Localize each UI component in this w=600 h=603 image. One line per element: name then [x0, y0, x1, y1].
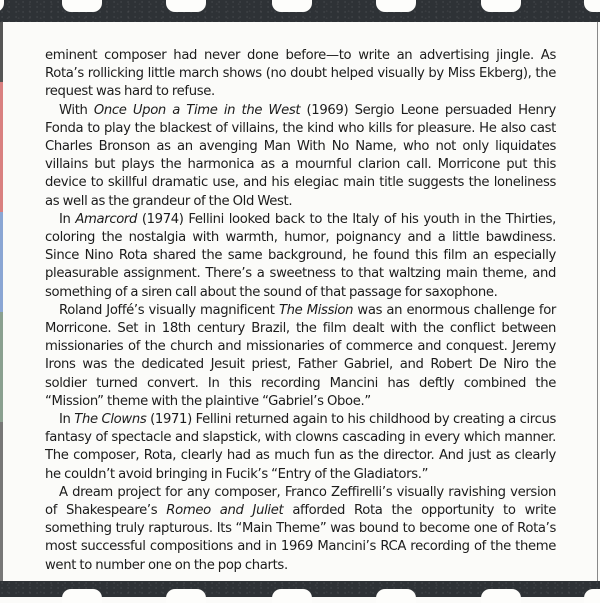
paragraph-romeo-and-juliet	[45, 484, 556, 575]
liner-notes-text	[45, 47, 556, 575]
paragraph-amarcord	[45, 211, 556, 302]
sprocket-hole	[272, 589, 312, 603]
text-run: was an enormous challenge for Morricone. Set in 18th century Brazil, the film dealt with the conflict between missionaries of the church and missionaries of commerce and conquest. Jeremy Irons was the dedicated Jesuit priest, Father Gabriel, and Robert De Niro the soldier turned convert. In this recording Mancini has deftly combined the “Mission” theme with the plaintive “Gabriel’s Oboe.”	[45, 302, 556, 409]
text-run: Roland Joffé’s visually magnificent	[59, 302, 279, 318]
film-title: The Mission	[278, 302, 354, 318]
sprocket-hole	[272, 0, 312, 12]
text-run: eminent composer had never done before—to write an advertising jingle. As Rota’s rollicking little march shows (no doubt helped visually by Miss Ekberg), the request was hard to refuse.	[45, 48, 556, 100]
sprocket-hole	[584, 0, 600, 12]
film-title: Romeo and Juliet	[166, 503, 284, 519]
sprocket-hole	[62, 589, 102, 603]
page-edge-right	[597, 22, 598, 581]
paragraph-the-mission	[45, 302, 556, 411]
film-strip-bottom	[0, 581, 600, 597]
film-title: Once Upon a Time in the West	[93, 102, 301, 118]
text-run: (1971) Fellini returned again to his childhood by creating a circus fantasy of spectacle and slapstick, with clowns cascading in every which manner. The composer, Rota, clearly had as much fun as the director. And just as clearly he couldn’t avoid bringing in Fucik’s “Entry of the Gladiators.”	[45, 412, 556, 482]
film-strip-top	[0, 0, 600, 22]
text-run: With	[59, 102, 94, 118]
text-run: In	[59, 412, 75, 428]
paragraph-once-upon-a-time	[45, 102, 556, 211]
sprocket-hole	[166, 589, 206, 603]
paragraph-ekberg	[45, 47, 556, 102]
text-run: (1969) Sergio Leone persuaded Henry Fonda to play the blackest of villains, the kind who kills for pleasure. He also cast Charles Bronson as an avenging Man With No Name, who not only liquidates villains but plays the harmonica as a mournful clarion call. Morricone put this device to skillful dramatic use, and his elegiac main title suggests the loneliness as well as the grandeur of the Old West.	[45, 102, 556, 209]
sprocket-hole	[0, 0, 4, 12]
text-run: In	[59, 211, 76, 227]
sprocket-hole	[166, 0, 206, 12]
page-edge-left	[0, 22, 3, 581]
text-run: (1974) Fellini looked back to the Italy of his youth in the Thirties, coloring the nostalgia with warmth, humor, poignancy and a little bawdiness. Since Nino Rota shared the same background, he found this film an especially pleasurable assignment. There’s a sweetness to that waltzing main theme, and something of a siren call about the sound of that passage for saxophone.	[45, 211, 557, 300]
sprocket-hole	[481, 589, 521, 603]
sprocket-hole	[481, 0, 521, 12]
film-title: Amarcord	[75, 211, 138, 227]
text-run: afforded Rota the opportunity to write something truly rapturous. Its “Main Theme” was bound to become one of Rota’s most successful compositions and in 1969 Mancini’s RCA recording of the theme went to number one on the pop charts.	[45, 503, 556, 573]
text-run: A dream project for any composer, Franco Zeffirelli’s visually ravishing version of Shakespeare’s	[45, 484, 556, 519]
paragraph-the-clowns	[45, 411, 556, 484]
sprocket-hole	[376, 589, 416, 603]
sprocket-hole	[62, 0, 102, 12]
sprocket-hole	[376, 0, 416, 12]
film-title: The Clowns	[74, 412, 147, 428]
sprocket-hole	[584, 589, 600, 603]
